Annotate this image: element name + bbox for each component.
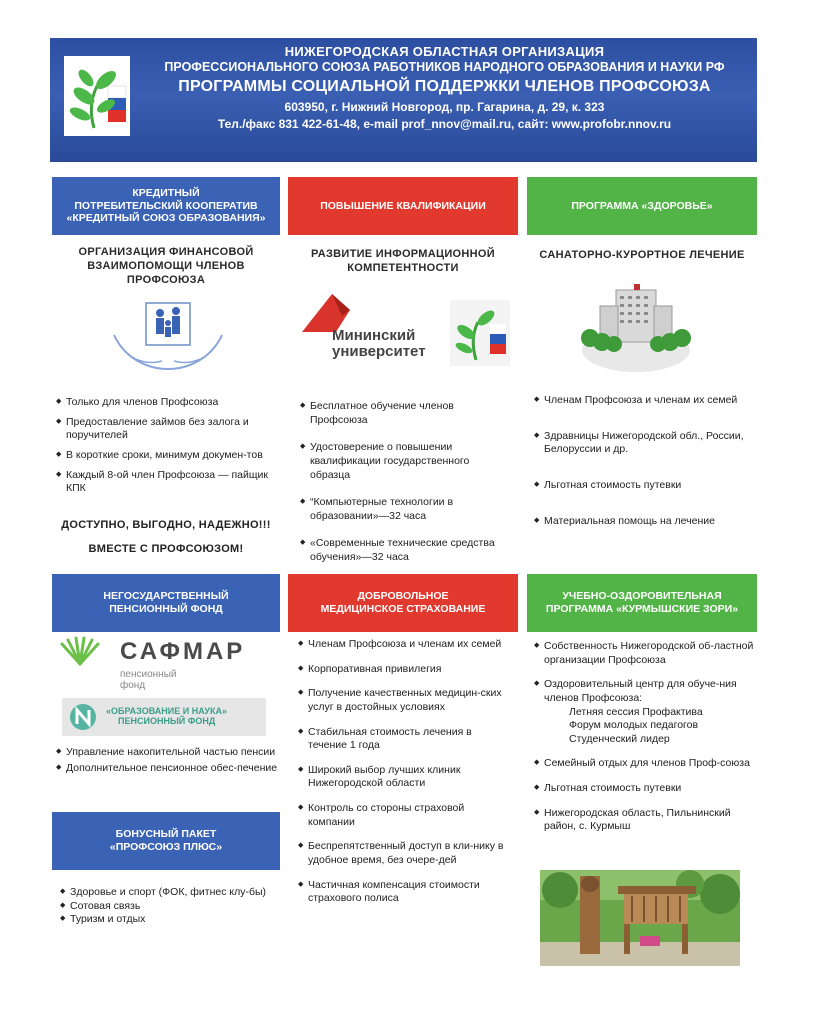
list-item: ◆ Частичная компенсация стоимости страхового полиса <box>298 879 512 906</box>
edu-fund-line2: ПЕНСИОННЫЙ ФОНД <box>118 715 216 726</box>
safmar-sub-line1: пенсионный <box>120 669 177 680</box>
credit-banner-line3: «КРЕДИТНЫЙ СОЮЗ ОБРАЗОВАНИЯ» <box>66 212 266 225</box>
bonus-banner <box>52 812 280 870</box>
address: 603950, г. Нижний Новгород, пр. Гагарина, д. 29, к. 323 <box>284 100 605 114</box>
sub-item: Студенческий лидер <box>569 732 670 745</box>
credit-banner <box>52 177 280 235</box>
list-item-text: Оздоровительный центр для обуче-ния членов Профсоюза: <box>544 678 737 704</box>
sub-item: Летняя сессия Профактива <box>569 705 703 718</box>
list-item: ◆ В короткие сроки, минимум докумен-тов <box>56 449 282 463</box>
list-item: ◆ Стабильная стоимость лечения в течение 1 года <box>298 726 512 753</box>
list-item: ◆ «Современные технические средства обучения»—32 часа <box>300 537 510 564</box>
university-logo-line1: Мининский <box>332 327 416 344</box>
list-item: ◆ Получение качественных медицин-ских услуг в достойных условиях <box>298 687 512 714</box>
qualification-banner: ПОВЫШЕНИЕ КВАЛИФИКАЦИИ <box>288 177 518 235</box>
list-item <box>534 678 756 746</box>
list-item: ◆ “Компьютерные технологии в образовании»—32 часа <box>300 496 510 523</box>
bonus-banner-line1: БОНУСНЫЙ ПАКЕТ <box>115 828 217 841</box>
safmar-wordmark: САФМАР <box>120 638 246 665</box>
org-name-line2: ПРОФЕССИОНАЛЬНОГО СОЮЗА РАБОТНИКОВ НАРОДНОГО ОБРАЗОВАНИЯ И НАУКИ РФ <box>164 60 725 74</box>
list-item: ◆ Льготная стоимость путевки <box>534 782 756 796</box>
list-item: ◆ Беспрепятственный доступ в кли-нику в удобное время, без очере-дей <box>298 840 512 867</box>
pension-list <box>56 746 282 775</box>
qualification-list <box>300 400 510 565</box>
list-item: ◆ Управление накопительной частью пенсии <box>56 746 282 760</box>
university-logo-line2: университет <box>332 342 426 360</box>
bonus-list <box>60 886 282 927</box>
wooden-gazebo-photo <box>540 870 740 966</box>
insurance-banner-line1: ДОБРОВОЛЬНОЕ <box>357 590 449 603</box>
insurance-banner <box>288 574 518 632</box>
header-banner <box>50 38 757 162</box>
list-item: ◆ Льготная стоимость путевки <box>534 479 756 493</box>
bonus-banner-line2: «ПРОФСОЮЗ ПЛЮС» <box>109 841 223 853</box>
contacts: Тел./факс 831 422-61-48, e-mail prof_nnov@mail.ru, сайт: www.profobr.nnov.ru <box>217 117 672 131</box>
fund-emblem-icon <box>68 702 98 732</box>
list-item: ◆ Членам Профсоюза и членам их семей <box>534 394 756 408</box>
list-item: ◆ Контроль со стороны страховой компании <box>298 802 512 829</box>
credit-motto1: ДОСТУПНО, ВЫГОДНО, НАДЕЖНО!!! <box>61 519 271 531</box>
list-item: ◆ Здоровье и спорт (ФОК, фитнес клу-бы) <box>60 886 282 900</box>
pension-banner-line1: НЕГОСУДАРСТВЕННЫЙ <box>103 590 229 603</box>
org-name-line1: НИЖЕГОРОДСКАЯ ОБЛАСТНАЯ ОРГАНИЗАЦИЯ <box>284 44 605 59</box>
credit-list <box>56 396 282 496</box>
sub-item: Форум молодых педагогов <box>569 719 699 732</box>
qualification-subtitle: РАЗВИТИЕ ИНФОРМАЦИОННОЙ КОМПЕТЕНТНОСТИ <box>311 248 495 274</box>
safmar-sub-line2: фонд <box>120 680 146 691</box>
kurmysh-banner-line2: ПРОГРАММА «КУРМЫШСКИЕ ЗОРИ» <box>545 603 739 615</box>
list-item: ◆ Только для членов Профсоюза <box>56 396 282 410</box>
union-logo-icon <box>64 56 130 136</box>
family-hands-icon <box>106 295 230 379</box>
health-list <box>534 394 756 528</box>
sanatorium-building-icon <box>580 282 692 374</box>
credit-subtitle: ОРГАНИЗАЦИЯ ФИНАНСОВОЙ ВЗАИМОПОМОЩИ ЧЛЕНОВ ПРОФСОЮЗА <box>78 246 254 286</box>
kurmysh-banner <box>527 574 757 632</box>
edu-fund-line1: «ОБРАЗОВАНИЕ И НАУКА» <box>106 706 227 716</box>
credit-motto2: ВМЕСТЕ С ПРОФСОЮЗОМ! <box>88 543 244 555</box>
pension-banner <box>52 574 280 632</box>
list-item: ◆ Членам Профсоюза и членам их семей <box>298 638 512 652</box>
list-item: ◆ Материальная помощь на лечение <box>534 515 756 529</box>
page-title: ПРОГРАММЫ СОЦИАЛЬНОЙ ПОДДЕРЖКИ ЧЛЕНОВ ПРОФСОЮЗА <box>178 78 711 95</box>
list-item: ◆ Дополнительное пенсионное обес-печение <box>56 762 282 776</box>
credit-banner-line1: КРЕДИТНЫЙ <box>132 187 200 200</box>
kurmysh-list <box>534 640 756 834</box>
list-item: ◆ Сотовая связь <box>60 900 282 914</box>
list-item: ◆ Туризм и отдых <box>60 913 282 927</box>
list-item: ◆ Собственность Нижегородской об-ластной организации Профсоюза <box>534 640 756 667</box>
list-item: ◆ Семейный отдых для членов Проф-союза <box>534 757 756 771</box>
safmar-leaf-icon <box>58 636 102 666</box>
credit-banner-line2: ПОТРЕБИТЕЛЬСКИЙ КООПЕРАТИВ <box>74 199 258 212</box>
list-item: ◆ Здравницы Нижегородской обл., России, Белоруссии и др. <box>534 430 756 457</box>
mininsky-university-logo <box>298 292 512 370</box>
union-logo-small-icon <box>450 300 510 366</box>
list-item: ◆ Удостоверение о повышении квалификации государственного образца <box>300 441 510 482</box>
list-item: ◆ Предоставление займов без залога и поручителей <box>56 416 282 443</box>
education-pension-fund-logo <box>62 698 266 736</box>
list-item: ◆ Корпоративная привилегия <box>298 663 512 677</box>
list-item: ◆ Каждый 8-ой член Профсоюза — пайщик КПК <box>56 469 282 496</box>
kurmysh-banner-line1: УЧЕБНО-ОЗДОРОВИТЕЛЬНАЯ <box>562 590 722 603</box>
health-subtitle: САНАТОРНО-КУРОРТНОЕ ЛЕЧЕНИЕ <box>539 249 745 261</box>
list-item: ◆ Бесплатное обучение членов Профсоюза <box>300 400 510 427</box>
pension-banner-line2: ПЕНСИОННЫЙ ФОНД <box>109 603 223 615</box>
insurance-banner-line2: МЕДИЦИНСКОЕ СТРАХОВАНИЕ <box>320 603 486 615</box>
list-item: ◆ Нижегородская область, Пильнинский район, с. Курмыш <box>534 807 756 834</box>
safmar-logo <box>58 636 278 694</box>
insurance-list <box>298 638 512 906</box>
health-banner: ПРОГРАММА «ЗДОРОВЬЕ» <box>527 177 757 235</box>
list-item: ◆ Широкий выбор лучших клиник Нижегородской области <box>298 764 512 791</box>
